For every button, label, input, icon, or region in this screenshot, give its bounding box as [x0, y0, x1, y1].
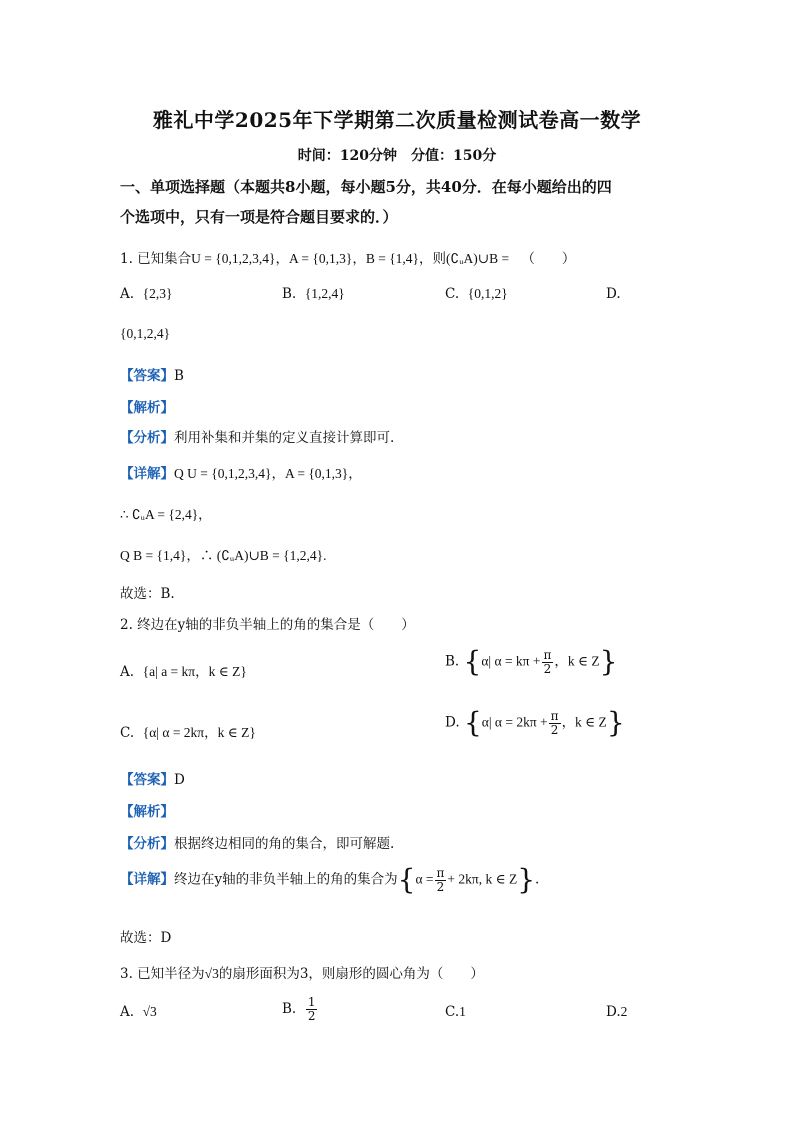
q1-answer: [120, 364, 184, 384]
q2-stem: 2. 终边在y轴的非负半轴上的角的集合是（ ）: [120, 617, 415, 633]
q2-option-a: A. {a| a = kπ，k ∈ Z}: [120, 664, 247, 680]
q1-set-a: A = {0,1,3}: [289, 251, 353, 266]
q1-option-c: C. {0,1,2}: [445, 286, 508, 302]
q1-answer-value: B: [174, 368, 184, 384]
exam-meta: 时间：120分钟 分值：150分: [297, 148, 497, 164]
q1-answer-paren: （ ）: [521, 251, 576, 267]
q1-answer-tag: 【答案】: [120, 368, 174, 384]
q2-option-c: C. {α| α = 2kπ，k ∈ Z}: [120, 725, 256, 741]
q3-option-c: C.1: [445, 1004, 466, 1020]
q1-choose: 故选：B.: [120, 586, 175, 602]
q2-option-b: B. {α| α = kπ + $\frac{\pi}{2}$ ，k ∈ Z}: [445, 645, 618, 678]
q1-option-d-value: {0,1,2,4}: [120, 326, 171, 341]
q2-answer: 【答案】D: [120, 772, 185, 788]
q1-option-b: B. {1,2,4}: [282, 286, 345, 302]
q1-option-d-label: D.: [606, 286, 621, 302]
q1-analysis: 【解析】: [120, 400, 174, 416]
q2-fenxi: 【分析】根据终边相同的角的集合，即可解题.: [120, 836, 395, 852]
q3-option-a: A. √3: [120, 1004, 157, 1020]
q1-stem: 1. 已知集合U = {0,1,2,3,4}，A = {0,1,3}，B = {1,4}，则(∁ᵤA)∪B = （ ）: [120, 251, 576, 267]
q2-option-d: D. {α| α = 2kπ + $\frac{\pi}{2}$ ，k ∈ Z}: [445, 706, 625, 739]
q1-stem-pre: 1. 已知集合: [120, 251, 192, 267]
q1-set-b: B = {1,4}: [365, 251, 420, 266]
q1-fenxi: 【分析】利用补集和并集的定义直接计算即可.: [120, 430, 395, 446]
section-heading-line2: 个选项中，只有一项是符合题目要求的．）: [120, 208, 398, 226]
section-heading-line1: 一、单项选择题（本题共8小题，每小题5分，共40分．在每小题给出的四: [120, 178, 612, 196]
q3-stem: 3. 已知半径为√3的扇形面积为3，则扇形的圆心角为（ ）: [120, 966, 484, 982]
page-title: 雅礼中学2025年下学期第二次质量检测试卷高一数学: [152, 108, 642, 132]
q2-analysis: 【解析】: [120, 804, 174, 820]
q1-detail-1: 【详解】Q U = {0,1,2,3,4}，A = {0,1,3}，: [120, 466, 362, 482]
q1-set-u: U = {0,1,2,3,4}: [191, 251, 276, 266]
q1-detail-2: ∴ ∁ᵤA = {2,4}，: [120, 507, 212, 522]
q2-choose: 故选：D: [120, 930, 172, 946]
q3-option-d: D.2: [606, 1004, 628, 1020]
q1-option-a: A. {2,3}: [120, 286, 173, 302]
q1-stem-mid: ，则: [419, 251, 447, 267]
q2-detail: 【详解】终边在y轴的非负半轴上的角的集合为{α = $\frac{\pi}{2}$ + 2kπ, k ∈ Z}.: [120, 863, 540, 896]
q3-option-b: B. $\frac{1}{2}$: [282, 995, 316, 1023]
q1-detail-3: Q B = {1,4}，∴ (∁ᵤA)∪B = {1,2,4}.: [120, 548, 327, 563]
q1-expression: (∁ᵤA)∪B =: [446, 251, 510, 266]
